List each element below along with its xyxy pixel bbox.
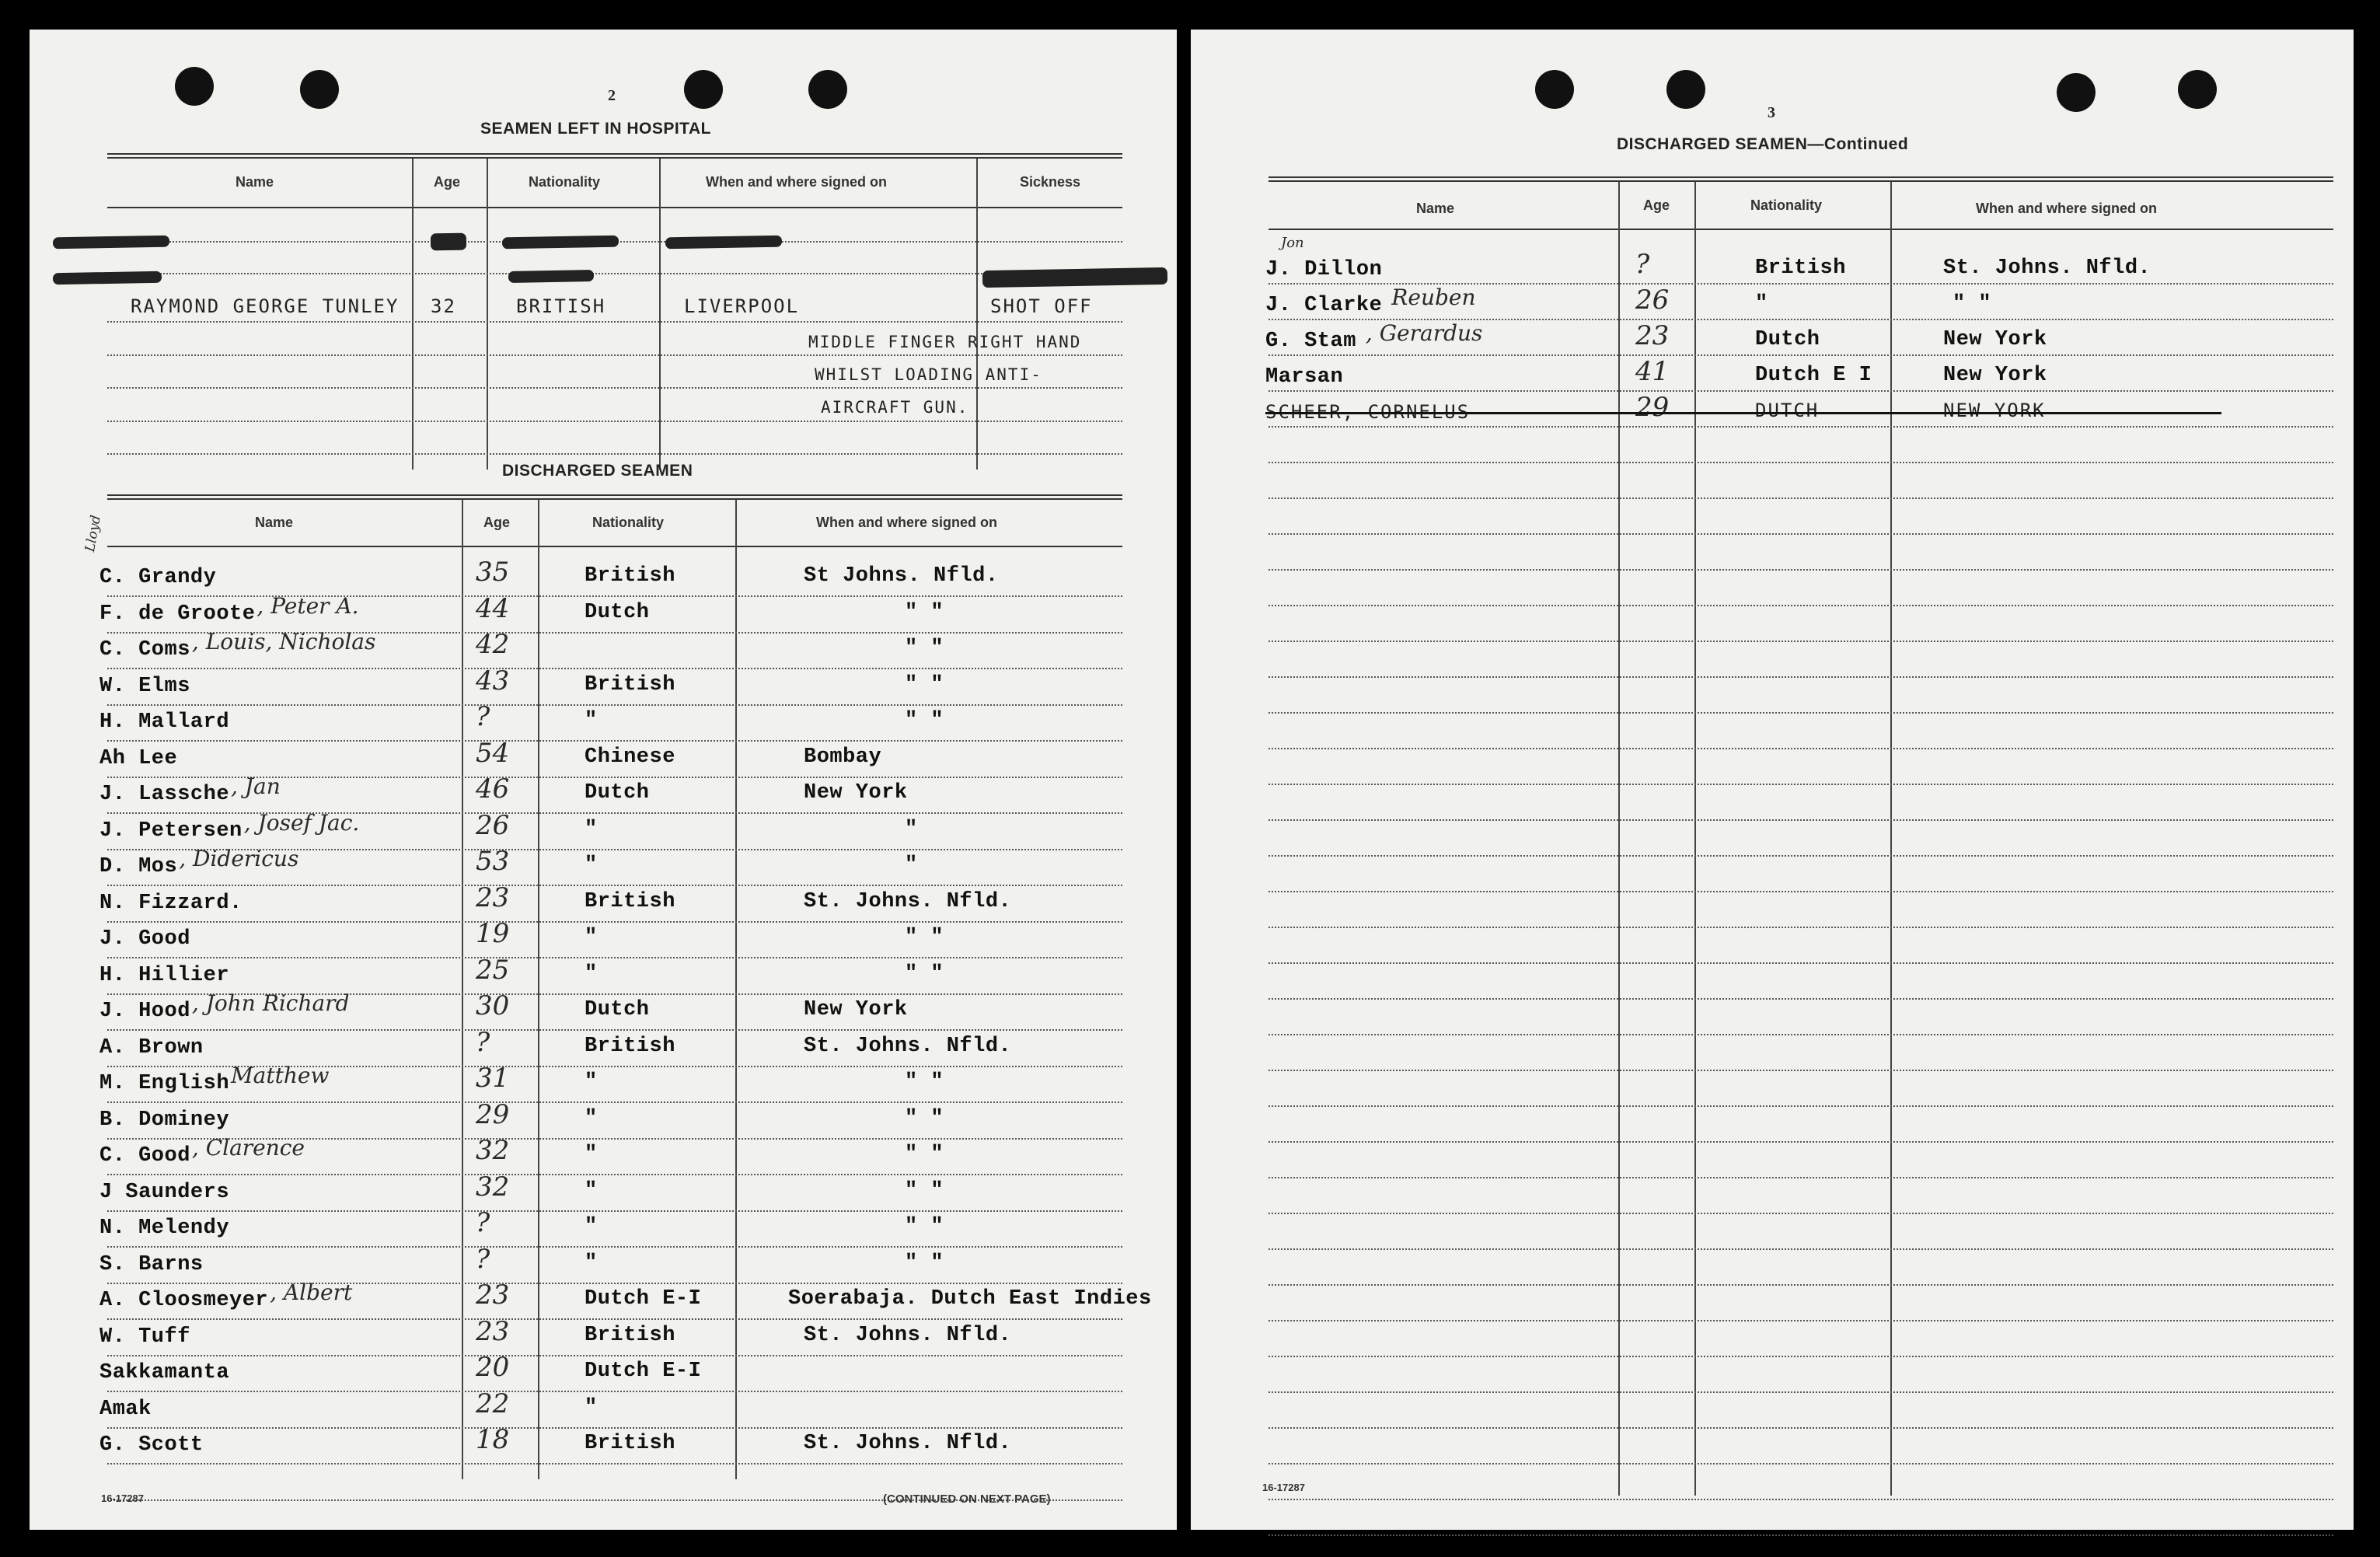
row-line <box>107 321 1122 323</box>
row-line <box>1269 641 2333 642</box>
row-line <box>107 1318 1122 1320</box>
seaman-nationality: " <box>585 854 598 877</box>
seaman-signed-on: New York <box>804 781 908 805</box>
discharged-title: DISCHARGED SEAMEN <box>502 462 693 480</box>
handwritten-note: Jon <box>1281 235 1304 251</box>
seaman-signed-on: " " <box>905 637 944 660</box>
discharged-header-nationality: Nationality <box>592 515 665 530</box>
row-line <box>1269 819 2333 821</box>
seaman-age: ? <box>476 1244 490 1275</box>
seaman-age: ? <box>476 1027 490 1058</box>
row-line <box>1269 354 2333 356</box>
seaman-name: J. Good <box>99 927 190 951</box>
seaman-name: F. de Groote <box>99 602 256 626</box>
row-line <box>1269 1463 2333 1464</box>
hospital-name: RAYMOND GEORGE TUNLEY <box>131 295 400 317</box>
punch-hole <box>2178 70 2217 109</box>
row-line <box>107 387 1122 389</box>
handwritten-note: Lloyd <box>82 514 104 553</box>
seaman-nationality: British <box>585 673 675 696</box>
seaman-nationality: Dutch E-I <box>585 1287 702 1311</box>
row-line <box>1269 1034 2333 1035</box>
row-line <box>107 453 1122 455</box>
row-line <box>107 1355 1122 1356</box>
row-line <box>107 354 1122 356</box>
row-line <box>1269 855 2333 857</box>
discharged-header-signed-on: When and where signed on <box>816 515 998 530</box>
table-rule <box>1269 176 2333 178</box>
seaman-signed-on: St. Johns. Nfld. <box>804 1035 1012 1058</box>
discharged-continued-title: DISCHARGED SEAMEN—Continued <box>1617 135 1909 153</box>
table-rule <box>107 498 1122 500</box>
seaman-name: SCHEER, CORNELUS <box>1265 401 1471 423</box>
page-number: 2 <box>608 87 616 104</box>
seaman-nationality: British <box>585 1432 675 1455</box>
seaman-signed-on: St. Johns. Nfld. <box>804 890 1012 913</box>
seaman-name: C. Good <box>99 1144 190 1168</box>
seaman-name: J Saunders <box>99 1181 230 1204</box>
seaman-name: J. Hood <box>99 1000 190 1023</box>
seaman-name: D. Mos <box>99 855 178 878</box>
row-line <box>107 1391 1122 1392</box>
handwritten-name: , Josef Jac. <box>243 810 360 836</box>
seaman-age: 35 <box>476 557 510 588</box>
left-page <box>30 30 1177 1530</box>
hospital-header-name: Name <box>236 174 274 190</box>
row-line <box>107 704 1122 706</box>
row-line <box>1269 533 2333 535</box>
seaman-name: W. Elms <box>99 675 190 698</box>
row-line <box>1269 1141 2333 1143</box>
seaman-name: S. Barns <box>99 1253 204 1276</box>
seaman-nationality: " <box>585 926 598 949</box>
row-line <box>1269 962 2333 964</box>
table-rule <box>107 157 1122 159</box>
right-page <box>1191 30 2354 1530</box>
seaman-name: Amak <box>99 1398 152 1421</box>
hospital-nationality: BRITISH <box>516 295 606 317</box>
seaman-signed-on: Bombay <box>804 745 882 769</box>
seaman-age: 30 <box>476 990 510 1021</box>
seaman-age: ? <box>476 701 490 732</box>
column-divider <box>412 159 414 470</box>
row-line <box>107 740 1122 742</box>
row-line <box>107 273 1122 274</box>
redacted-mark <box>53 236 169 250</box>
form-number: 16-17287 <box>101 1492 144 1504</box>
row-line <box>1269 1284 2333 1286</box>
row-line <box>107 1210 1122 1212</box>
hospital-title: SEAMEN LEFT IN HOSPITAL <box>480 120 711 138</box>
handwritten-name: , Clarence <box>191 1135 305 1161</box>
column-divider <box>487 159 488 470</box>
seaman-signed-on: " " <box>905 1143 944 1166</box>
seaman-signed-on: " " <box>905 1252 944 1275</box>
seaman-signed-on: " " <box>1953 292 1992 316</box>
punch-hole <box>684 70 723 109</box>
row-line <box>1269 1105 2333 1107</box>
row-line <box>1269 1534 2333 1536</box>
seaman-name: C. Grandy <box>99 566 217 589</box>
row-line <box>1269 712 2333 714</box>
row-line <box>1269 390 2333 392</box>
seaman-age: 23 <box>476 1279 510 1311</box>
discharged-header-age: Age <box>483 515 511 530</box>
continued-header-nationality: Nationality <box>1750 197 1823 213</box>
column-divider <box>1618 182 1620 1496</box>
row-line <box>1269 1320 2333 1321</box>
discharged-header-name: Name <box>255 515 294 530</box>
table-rule <box>1269 229 2333 230</box>
row-line <box>1269 497 2333 499</box>
row-line <box>107 1174 1122 1175</box>
row-line <box>107 921 1122 923</box>
seaman-nationality: " <box>585 1179 598 1203</box>
seaman-nationality: British <box>585 1035 675 1058</box>
continued-header-signed-on: When and where signed on <box>1976 201 2158 216</box>
seaman-name: G. Stam <box>1265 330 1356 353</box>
seaman-age: 26 <box>476 810 510 841</box>
seaman-nationality: British <box>585 564 675 588</box>
table-rule <box>107 494 1122 496</box>
punch-hole <box>808 70 847 109</box>
redacted-mark <box>665 236 782 250</box>
row-line <box>1269 1070 2333 1071</box>
row-line <box>107 1101 1122 1103</box>
seaman-nationality: " <box>585 1143 598 1166</box>
page-number: 3 <box>1768 104 1775 121</box>
handwritten-name: , John Richard <box>191 990 350 1016</box>
hospital-header-sickness: Sickness <box>1020 174 1081 190</box>
seaman-name: M. English <box>99 1072 230 1095</box>
seaman-name: G. Scott <box>99 1433 204 1457</box>
seaman-name: N. Melendy <box>99 1217 230 1240</box>
seaman-name: C. Coms <box>99 638 190 662</box>
row-line <box>1269 1213 2333 1214</box>
seaman-signed-on: " " <box>905 1107 944 1130</box>
redacted-mark <box>53 271 162 285</box>
seaman-age: 25 <box>476 955 510 986</box>
seaman-signed-on: " <box>905 854 918 877</box>
seaman-nationality: " <box>585 1107 598 1130</box>
seaman-nationality: British <box>585 890 675 913</box>
seaman-signed-on: " " <box>905 709 944 732</box>
seaman-nationality: " <box>585 962 598 986</box>
column-divider <box>538 500 539 1479</box>
handwritten-name: , Peter A. <box>256 593 359 619</box>
form-number: 16-17287 <box>1262 1482 1305 1493</box>
seaman-signed-on: St. Johns. Nfld. <box>804 1432 1012 1455</box>
row-line <box>1269 927 2333 928</box>
punch-hole <box>1666 70 1705 109</box>
row-line <box>1269 569 2333 571</box>
seaman-nationality: British <box>585 1324 675 1347</box>
row-line <box>1269 1391 2333 1393</box>
row-line <box>107 421 1122 422</box>
row-line <box>1269 1356 2333 1357</box>
seaman-nationality: " <box>585 1070 598 1094</box>
seaman-nationality: Dutch <box>585 781 650 805</box>
redacted-mark <box>502 236 619 250</box>
row-line <box>1269 1248 2333 1250</box>
seaman-age: 42 <box>476 629 510 660</box>
seaman-signed-on: " " <box>905 673 944 696</box>
row-line <box>107 957 1122 958</box>
seaman-nationality: Dutch <box>585 998 650 1021</box>
punch-hole <box>2057 73 2096 112</box>
seaman-name: B. Dominey <box>99 1108 230 1132</box>
row-line <box>107 668 1122 669</box>
seaman-age: 54 <box>476 738 510 769</box>
seaman-nationality: British <box>1755 257 1846 280</box>
seaman-age: 23 <box>1635 320 1670 351</box>
row-line <box>1269 1427 2333 1429</box>
seaman-age: 32 <box>476 1135 510 1166</box>
row-line <box>107 885 1122 886</box>
hospital-header-nationality: Nationality <box>529 174 601 190</box>
handwritten-name: , Gerardus <box>1365 320 1483 346</box>
seaman-age: 41 <box>1635 356 1670 387</box>
handwritten-name: , Didericus <box>179 846 299 871</box>
seaman-age: 46 <box>476 773 510 805</box>
seaman-signed-on: St. Johns. Nfld. <box>1943 257 2151 280</box>
seaman-name: W. Tuff <box>99 1325 190 1349</box>
hospital-sickness-line: AIRCRAFT GUN. <box>821 398 969 417</box>
row-line <box>1269 748 2333 749</box>
handwritten-name: , Albert <box>270 1279 353 1305</box>
seaman-signed-on: " <box>905 818 918 841</box>
seaman-nationality: DUTCH <box>1755 400 1820 421</box>
seaman-age: ? <box>1635 249 1650 280</box>
seaman-age: 19 <box>476 918 510 949</box>
seaman-signed-on: " " <box>905 926 944 949</box>
handwritten-name: , Jan <box>231 773 281 799</box>
seaman-signed-on: " " <box>905 1215 944 1238</box>
redacted-mark <box>431 233 466 251</box>
seaman-nationality: Dutch E I <box>1755 364 1872 387</box>
seaman-nationality: " <box>585 709 598 732</box>
seaman-name: J. Lassche <box>99 783 230 806</box>
hospital-sickness-line: WHILST LOADING ANTI- <box>815 365 1042 384</box>
continued-header-age: Age <box>1643 197 1670 213</box>
seaman-age: 23 <box>476 882 510 913</box>
seaman-age: 31 <box>476 1063 510 1094</box>
seaman-name: J. Dillon <box>1265 258 1383 281</box>
seaman-age: 18 <box>476 1424 510 1455</box>
seaman-signed-on: " " <box>905 1179 944 1203</box>
redacted-mark <box>982 267 1167 288</box>
column-divider <box>976 159 978 470</box>
handwritten-name: , Louis, Nicholas <box>191 629 376 655</box>
seaman-age: 44 <box>476 593 510 624</box>
row-line <box>107 1463 1122 1464</box>
seaman-age: 32 <box>476 1171 510 1203</box>
seaman-nationality: " <box>1755 292 1768 316</box>
column-divider <box>462 500 463 1479</box>
row-line <box>1269 784 2333 785</box>
seaman-age: ? <box>476 1207 490 1238</box>
punch-hole <box>1535 70 1574 109</box>
seaman-age: 29 <box>1635 392 1670 423</box>
seaman-age: 29 <box>476 1099 510 1130</box>
row-line <box>1269 462 2333 463</box>
seaman-name: Sakkamanta <box>99 1361 230 1384</box>
table-rule <box>107 546 1122 547</box>
seaman-name: A. Brown <box>99 1036 204 1060</box>
seaman-age: 26 <box>1635 285 1670 316</box>
strikethrough-line <box>1265 412 2221 414</box>
hospital-sickness-line: MIDDLE FINGER RIGHT HAND <box>808 333 1082 351</box>
row-line <box>1269 1177 2333 1178</box>
row-line <box>107 1427 1122 1429</box>
seaman-nationality: Dutch <box>1755 328 1820 351</box>
seaman-signed-on: New York <box>1943 364 2047 387</box>
table-rule <box>107 207 1122 208</box>
seaman-signed-on: " " <box>905 1070 944 1094</box>
continued-header-name: Name <box>1416 201 1455 216</box>
hospital-header-signed-on: When and where signed on <box>706 174 888 190</box>
seaman-signed-on: St. Johns. Nfld. <box>804 1324 1012 1347</box>
row-line <box>107 1029 1122 1031</box>
row-line <box>1269 426 2333 428</box>
punch-hole <box>300 70 339 109</box>
seaman-age: 43 <box>476 665 510 696</box>
seaman-signed-on: St Johns. Nfld. <box>804 564 999 588</box>
seaman-age: 53 <box>476 846 510 877</box>
seaman-signed-on: New York <box>804 998 908 1021</box>
hospital-signed-on: LIVERPOOL <box>684 295 800 317</box>
seaman-signed-on: NEW YORK <box>1943 400 2046 421</box>
punch-hole <box>175 67 214 106</box>
table-rule <box>1269 180 2333 182</box>
hospital-header-age: Age <box>434 174 461 190</box>
row-line <box>107 1283 1122 1284</box>
seaman-name: J. Clarke <box>1265 294 1383 317</box>
seaman-nationality: " <box>585 1215 598 1238</box>
seaman-signed-on: " " <box>905 962 944 986</box>
column-divider <box>1890 182 1892 1496</box>
seaman-name: H. Hillier <box>99 964 230 987</box>
seaman-name: A. Cloosmeyer <box>99 1289 269 1312</box>
seaman-nationality: Chinese <box>585 745 675 769</box>
seaman-nationality: " <box>585 1252 598 1275</box>
seaman-name: Marsan <box>1265 365 1344 389</box>
seaman-age: 22 <box>476 1388 510 1419</box>
row-line <box>1269 1499 2333 1500</box>
row-line <box>1269 891 2333 892</box>
redacted-mark <box>508 270 594 283</box>
seaman-signed-on: Soerabaja. Dutch East Indies <box>788 1287 1152 1311</box>
seaman-name: J. Petersen <box>99 819 243 843</box>
seaman-nationality: Dutch <box>585 601 650 624</box>
handwritten-name: Reuben <box>1391 285 1476 310</box>
continued-note: (CONTINUED ON NEXT PAGE) <box>883 1492 1051 1506</box>
column-divider <box>659 159 661 470</box>
seaman-nationality: " <box>585 1396 598 1419</box>
column-divider <box>735 500 737 1479</box>
hospital-sickness-line: SHOT OFF <box>990 295 1093 317</box>
handwritten-name: Matthew <box>231 1063 330 1088</box>
seaman-signed-on: New York <box>1943 328 2047 351</box>
seaman-name: H. Mallard <box>99 710 230 734</box>
row-line <box>1269 605 2333 606</box>
seaman-age: 20 <box>476 1352 510 1383</box>
seaman-signed-on: " " <box>905 601 944 624</box>
row-line <box>107 1246 1122 1248</box>
row-line <box>1269 998 2333 1000</box>
seaman-name: N. Fizzard. <box>99 892 243 915</box>
column-divider <box>1694 182 1696 1496</box>
table-rule <box>107 153 1122 155</box>
row-line <box>1269 676 2333 678</box>
seaman-nationality: Dutch E-I <box>585 1360 702 1383</box>
seaman-age: 23 <box>476 1316 510 1347</box>
seaman-nationality: " <box>585 818 598 841</box>
seaman-name: Ah Lee <box>99 747 178 770</box>
hospital-age: 32 <box>431 295 456 317</box>
